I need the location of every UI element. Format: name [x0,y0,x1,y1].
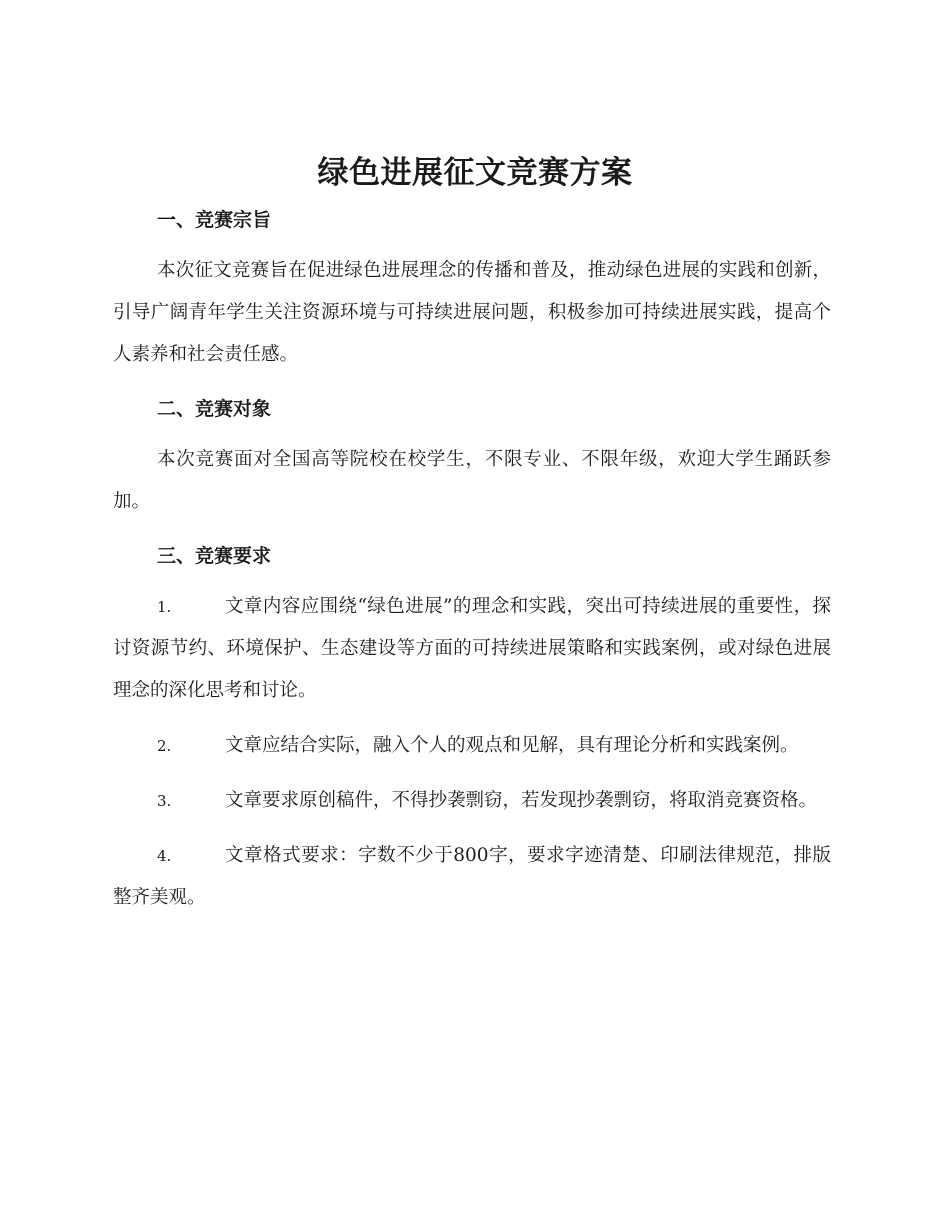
document-body [113,204,831,919]
requirement-number: 3. [157,792,172,810]
requirement-text: 文章应结合实际，融入个人的观点和见解，具有理论分析和实践案例。 [225,735,799,756]
requirement-item [113,780,831,822]
requirement-number: 2. [157,737,172,755]
requirement-number: 1. [157,598,172,616]
section-heading-requirements: 三、竞赛要求 [157,545,272,567]
section-heading-purpose: 一、竞赛宗旨 [157,209,272,231]
requirement-item [113,725,831,767]
section-text-purpose: 本次征文竞赛旨在促进绿色进展理念的传播和普及，推动绿色进展的实践和创新，引导广阔青年学生关注资源环境与可持续进展问题，积极参加可持续进展实践，提高个人素养和社会责任感。 [113,260,831,365]
requirement-text: 文章格式要求：字数不少于800字，要求字迹清楚、印刷法律规范，排版整齐美观。 [113,845,831,908]
document-title: 绿色进展征文竞赛方案 [317,155,633,191]
section-text-audience: 本次竞赛面对全国高等院校在校学生，不限专业、不限年级，欢迎大学生踊跃参加。 [113,449,831,512]
requirement-number: 4. [157,847,172,865]
requirement-text: 文章要求原创稿件，不得抄袭剽窃，若发现抄袭剽窃，将取消竞赛资格。 [225,790,818,811]
section-heading-audience: 二、竞赛对象 [157,398,272,420]
requirement-item [113,835,831,919]
requirement-item [113,586,831,712]
requirement-text: 文章内容应围绕“绿色进展”的理念和实践，突出可持续进展的重要性，探讨资源节约、环境保护、生态建设等方面的可持续进展策略和实践案例，或对绿色进展理念的深化思考和讨论。 [113,596,831,701]
